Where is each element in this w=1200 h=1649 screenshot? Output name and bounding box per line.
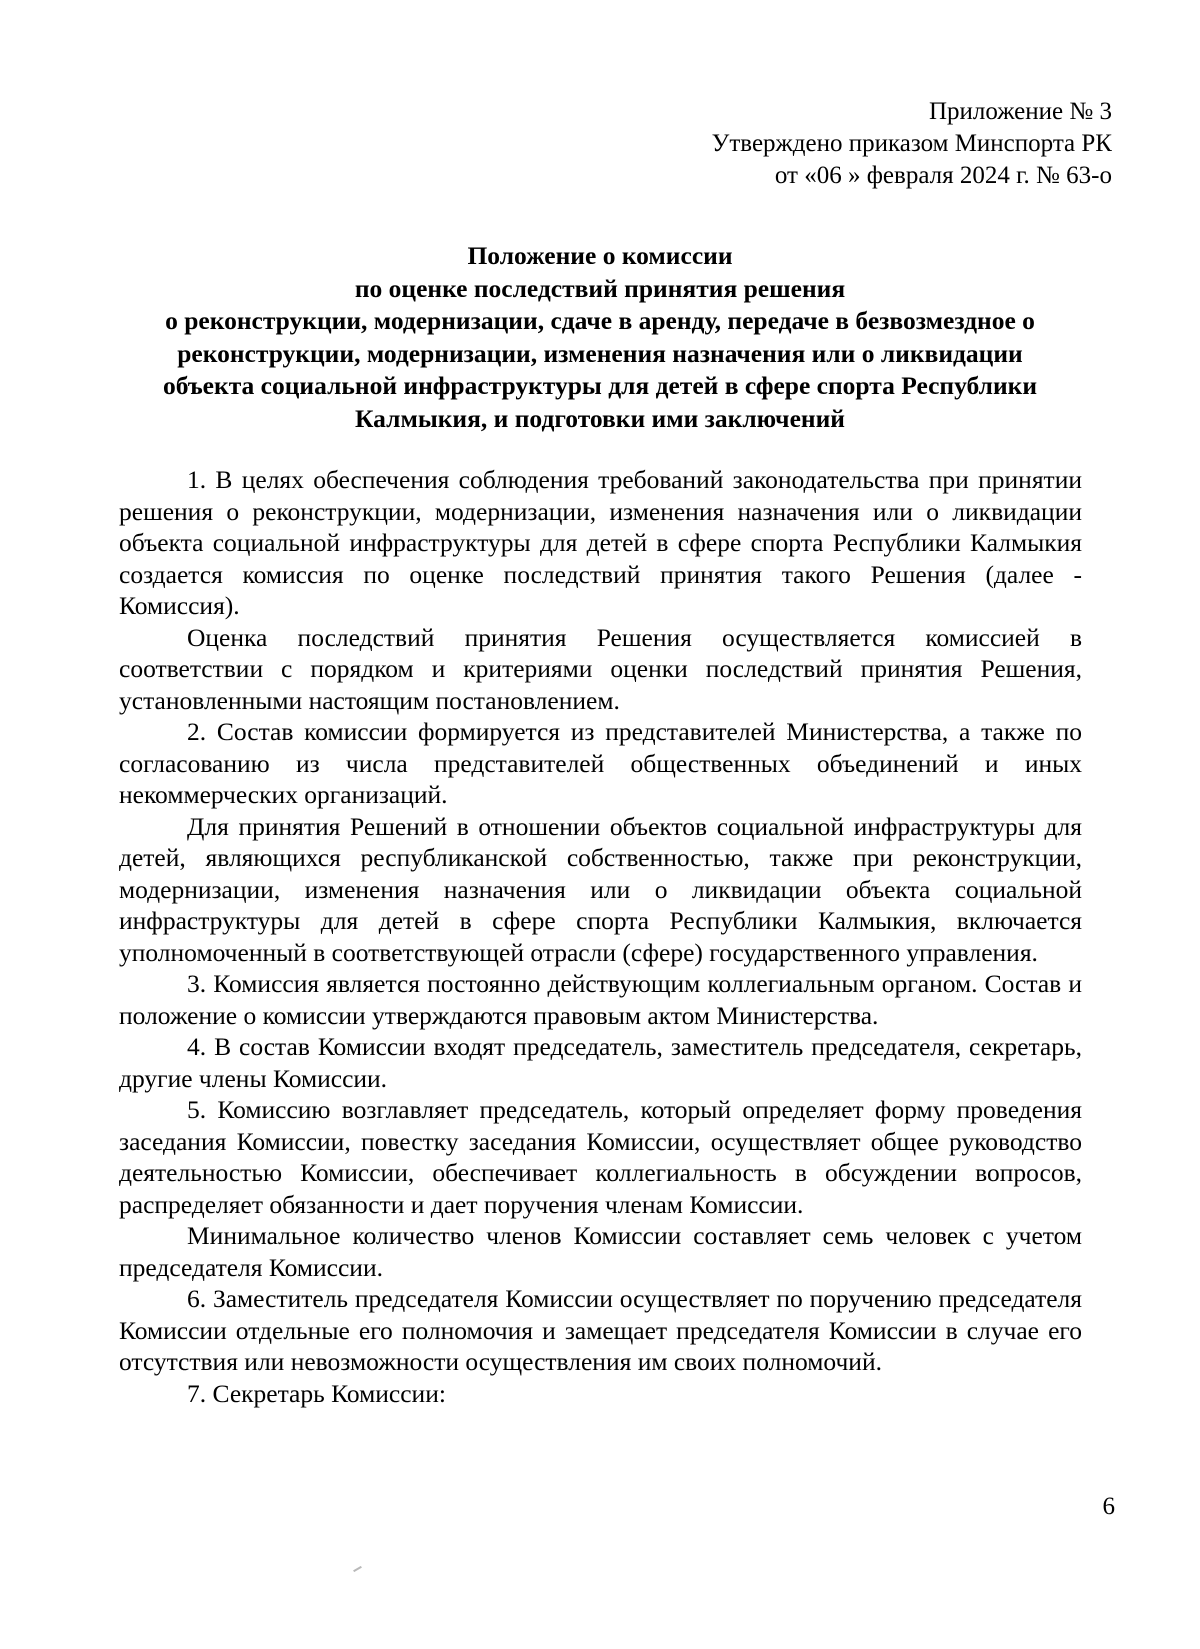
document-body [119,464,1082,1409]
title-line: по оценке последствий принятия решения [354,273,846,303]
title-line: о реконструкции, модернизации, сдаче в аренду, передаче в безвозмездное о [165,306,1035,335]
approval-header [512,96,1112,192]
appendix-number: Приложение № 3 [928,98,1112,125]
order-date-number: от «06 » февраля 2024 г. № 63-о [774,162,1112,189]
paragraph: 1. В целях обеспечения соблюдения требований законодательства при принятии решения о реконструкции, модернизации, изменения назначения или о ликвидации объекта социальной инфраструктуры для детей в сфере спорта Республики Калмыкия создается комиссия по оценке последствий принятия такого Решения (далее - Комиссия). [119,465,1082,620]
paragraph: 4. В состав Комиссии входят председатель, заместитель председателя, секретарь, другие члены Комиссии. [119,1032,1082,1093]
paragraph: Для принятия Решений в отношении объектов социальной инфраструктуры для детей, являющихся республиканской собственностью, также при реконструкции, модернизации, изменения назначения или о ликвидации объекта социальной инфраструктуры для детей в сфере спорта Республики Калмыкия, включается уполномоченный в соответствующей отрасли (сфере) государственного управления. [119,811,1082,967]
title-line: Калмыкия, и подготовки ими заключений [355,403,845,433]
paragraph: 6. Заместитель председателя Комиссии осуществляет по поручению председателя Комиссии отдельные его полномочия и замещает председателя Комиссии в случае его отсутствия или невозможности осуществления им своих полномочий. [119,1284,1082,1376]
paragraph: Минимальное количество членов Комиссии составляет семь человек с учетом председателя Комиссии. [119,1221,1082,1282]
title-line: Положение о комиссии [467,241,733,270]
page-number: 6 [1102,1493,1115,1520]
approval-line: Утверждено приказом Минспорта РК [711,130,1112,157]
scan-artifact [353,1566,362,1572]
title-line: объекта социальной инфраструктуры для детей в сфере спорта Республики [162,371,1038,400]
paragraph: 3. Комиссия является постоянно действующим коллегиальным органом. Состав и положение о комиссии утверждаются правовым актом Министерства. [119,969,1082,1030]
paragraph: 7. Секретарь Комиссии: [187,1378,446,1408]
paragraph: Оценка последствий принятия Решения осуществляется комиссией в соответствии с порядком и критериями оценки последствий принятия Решения, установленными настоящим постановлением. [119,622,1082,715]
document-title [120,240,1080,435]
paragraph: 5. Комиссию возглавляет председатель, который определяет форму проведения заседания Комиссии, повестку заседания Комиссии, осуществляет общее руководство деятельностью Комиссии, обеспечивает коллегиальность в обсуждении вопросов, распределяет обязанности и дает поручения членам Комиссии. [119,1095,1082,1219]
paragraph: 2. Состав комиссии формируется из представителей Министерства, а также по согласованию из числа представителей общественных объединений и иных некоммерческих организаций. [119,717,1082,809]
title-line: реконструкции, модернизации, изменения назначения или о ликвидации [177,338,1023,368]
